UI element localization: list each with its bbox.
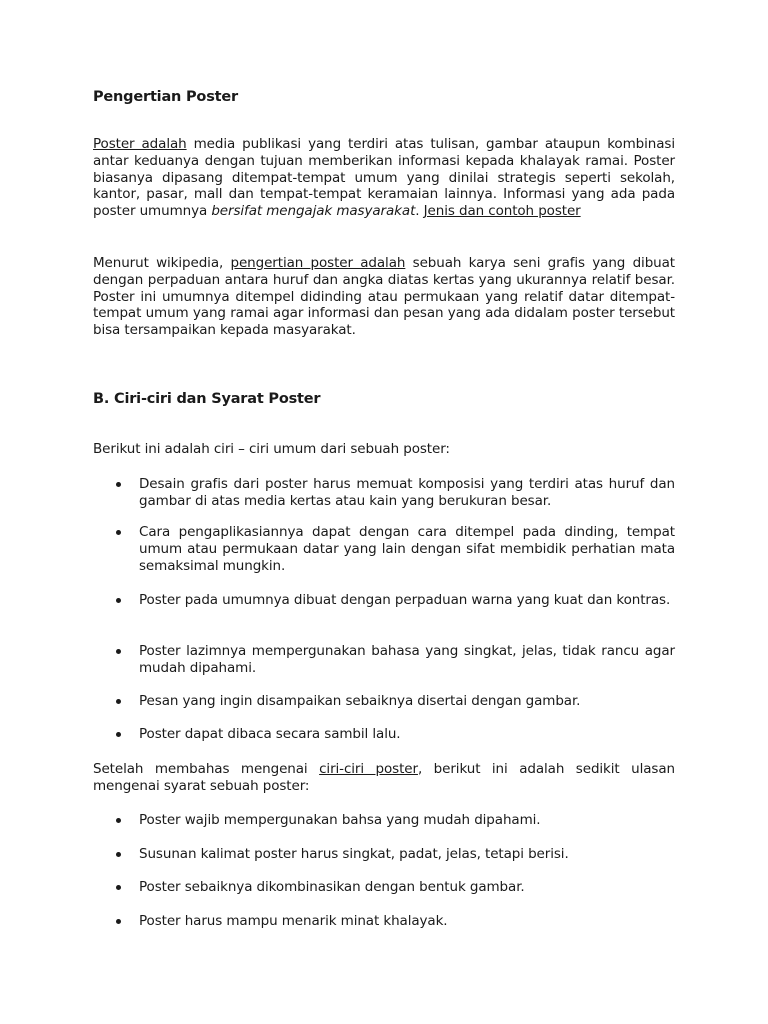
list-item: Cara pengaplikasiannya dapat dengan cara ditempel pada dinding, tempat umum atau permukaan datar yang lain dengan sifat membidik perhatian mata semaksimal mungkin.: [93, 524, 675, 574]
bullet-icon: [116, 530, 121, 535]
list-item: Desain grafis dari poster harus memuat komposisi yang terdiri atas huruf dan gambar di atas media kertas atau kain yang berukuran besar.: [93, 476, 675, 510]
list-item: Susunan kalimat poster harus singkat, padat, jelas, tetapi berisi.: [93, 846, 675, 863]
list-item: Poster dapat dibaca secara sambil lalu.: [93, 726, 675, 743]
bullet-icon: [116, 649, 121, 654]
bullet-icon: [116, 818, 121, 823]
heading-pengertian-poster: Pengertian Poster: [93, 89, 238, 105]
link-jenis-contoh-poster[interactable]: Jenis dan contoh poster: [423, 203, 581, 220]
bullet-icon: [116, 482, 121, 487]
text-span: Menurut wikipedia,: [93, 255, 231, 271]
link-pengertian-poster-adalah[interactable]: pengertian poster adalah: [230, 255, 406, 271]
list-item: Pesan yang ingin disampaikan sebaiknya disertai dengan gambar.: [93, 693, 675, 710]
list-item: Poster pada umumnya dibuat dengan perpaduan warna yang kuat dan kontras.: [93, 592, 675, 609]
text-span: Setelah membahas mengenai: [93, 761, 320, 777]
text-span: sebuah karya seni grafis yang dibuat dengan perpaduan antara huruf dan angka diatas kertas yang ukurannya relatif besar. Poster ini umumnya ditempel didinding atau permukaan yang relatif datar ditempat-tempat umum yang ramai agar informasi dan pesan yang ada didalam poster tersebut bisa tersampaikan kepada masyarakat.: [93, 255, 675, 339]
bullet-icon: [116, 919, 121, 924]
list-item: Poster harus mampu menarik minat khalayak.: [93, 913, 675, 930]
paragraph-wikipedia: [93, 255, 675, 339]
bullet-icon: [116, 852, 121, 857]
text-span: .: [415, 203, 424, 220]
bullet-icon: [116, 732, 121, 737]
link-ciri-ciri-poster[interactable]: ciri-ciri poster: [319, 761, 418, 777]
bullet-icon: [116, 598, 121, 603]
bullet-icon: [116, 699, 121, 704]
paragraph-ciri-intro: Berikut ini adalah ciri – ciri umum dari sebuah poster:: [93, 441, 450, 457]
link-poster-adalah[interactable]: Poster adalah: [93, 136, 187, 152]
heading-ciri-syarat-poster: B. Ciri-ciri dan Syarat Poster: [93, 391, 321, 407]
paragraph-definition: [93, 136, 675, 220]
bullet-icon: [116, 885, 121, 890]
italic-phrase: bersifat mengajak masyarakat: [211, 203, 416, 220]
text-span: , berikut ini adalah sedikit ulasan mengenai syarat sebuah poster:: [93, 761, 675, 794]
paragraph-syarat-intro: [93, 761, 675, 795]
text-span: media publikasi yang terdiri atas tulisan, gambar ataupun kombinasi antar keduanya dengan tujuan memberikan informasi kepada khalayak ramai. Poster biasanya dipasang ditempat-tempat umum yang dinilai strategis seperti sekolah, kantor, pasar, mall dan tempat-tempat keramaian lainnya. Informasi yang ada pada poster umumnya: [93, 136, 675, 220]
list-item: Poster sebaiknya dikombinasikan dengan bentuk gambar.: [93, 879, 675, 896]
list-item: Poster wajib mempergunakan bahsa yang mudah dipahami.: [93, 812, 675, 829]
list-item: Poster lazimnya mempergunakan bahasa yang singkat, jelas, tidak rancu agar mudah dipahami.: [93, 643, 675, 677]
